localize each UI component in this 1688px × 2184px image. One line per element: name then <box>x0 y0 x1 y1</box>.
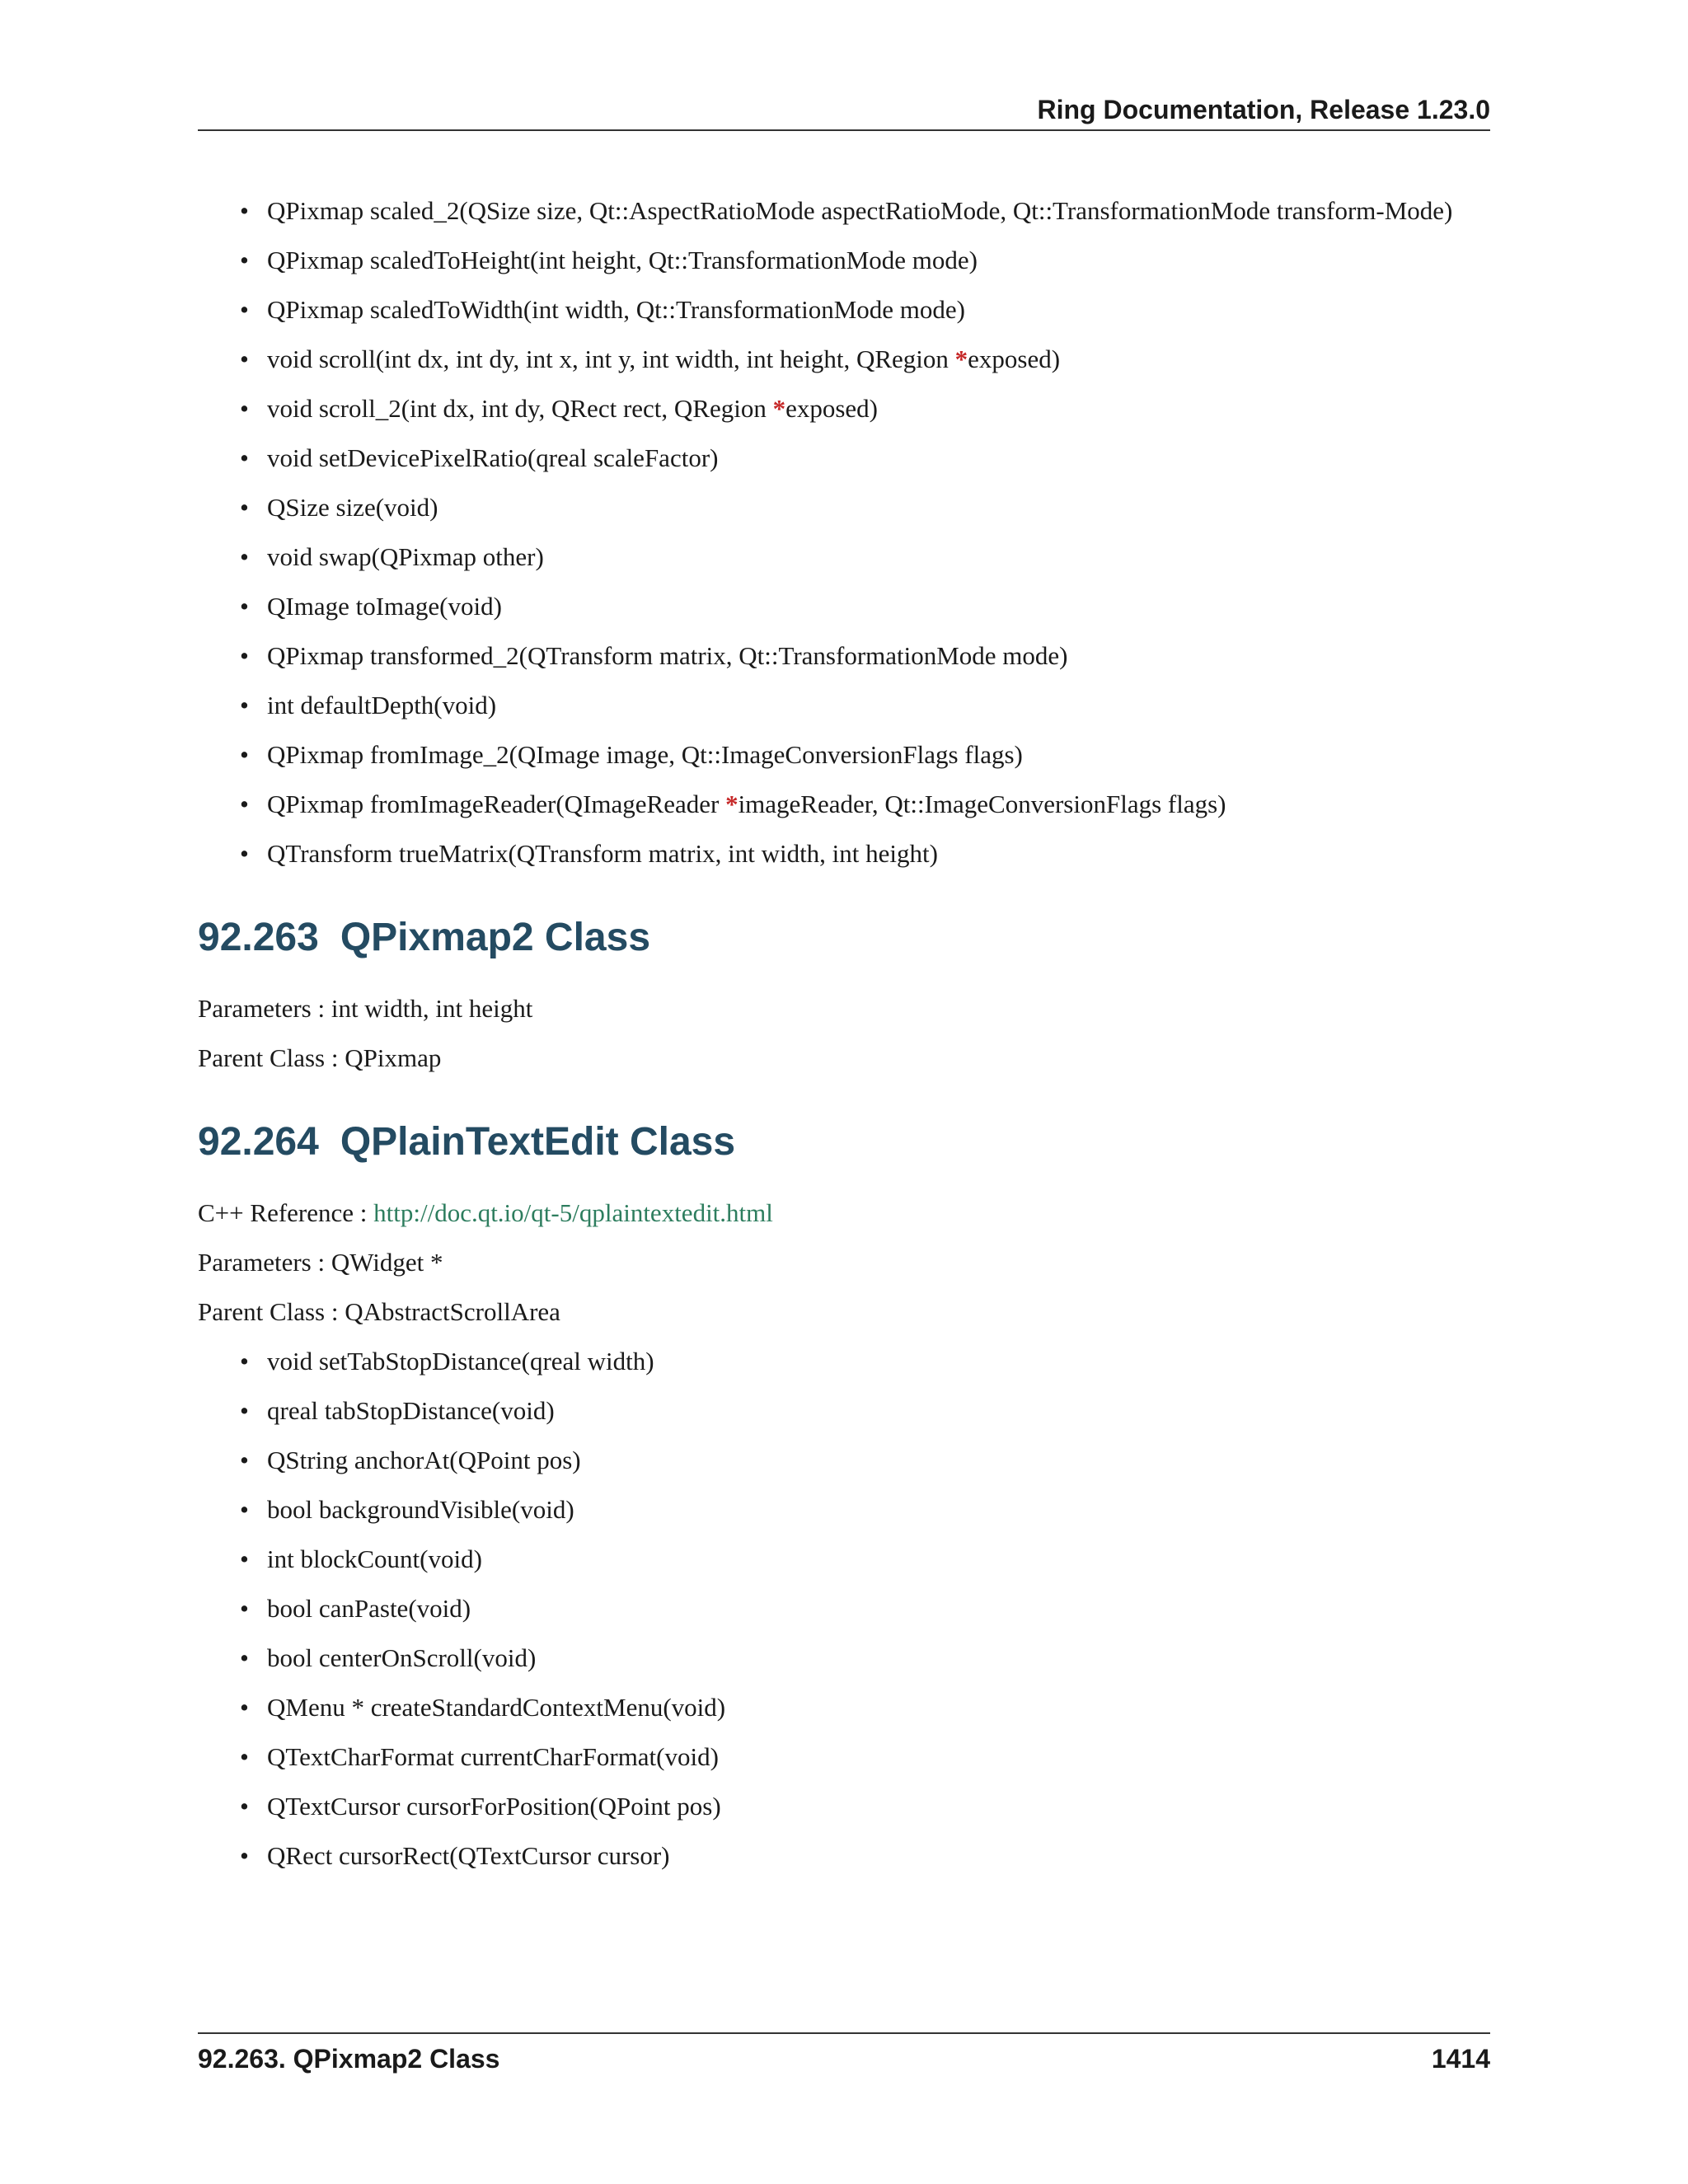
bullet: • <box>240 592 249 621</box>
footer-section-title: 92.263. QPixmap2 Class <box>198 2044 500 2074</box>
parameters-text: Parameters : QWidget * <box>198 1248 443 1277</box>
list-item: • QPixmap scaledToWidth(int width, Qt::TransformationMode mode) <box>267 293 1490 326</box>
list-item: • QImage toImage(void) <box>267 590 1490 623</box>
bullet: • <box>240 196 249 225</box>
section-heading-qplaintextedit: 92.264 QPlainTextEdit Class <box>198 1120 736 1164</box>
bullet: • <box>240 1643 249 1672</box>
bullet: • <box>240 790 249 818</box>
bullet: • <box>240 839 249 868</box>
list-item: • QPixmap scaled_2(QSize size, Qt::AspectRatioMode aspectRatioMode, Qt::TransformationMode transform-Mode) <box>267 194 1490 227</box>
qpixmap-method-list <box>198 194 1490 870</box>
list-item: • QSize size(void) <box>267 491 1490 524</box>
parent-class-text: Parent Class : QAbstractScrollArea <box>198 1297 560 1326</box>
list-item: • QTransform trueMatrix(QTransform matrix, int width, int height) <box>267 837 1490 870</box>
bullet: • <box>240 443 249 472</box>
bullet: • <box>240 246 249 274</box>
cpp-reference: C++ Reference : http://doc.qt.io/qt-5/qplaintextedit.html <box>198 1198 773 1227</box>
pointer-star: * <box>954 344 968 373</box>
bullet: • <box>240 641 249 670</box>
list-item: • int blockCount(void) <box>267 1543 1490 1576</box>
header-rule <box>198 129 1490 131</box>
section-heading-qpixmap2: 92.263 QPixmap2 Class <box>198 916 651 959</box>
bullet: • <box>240 493 249 522</box>
list-item: • void swap(QPixmap other) <box>267 541 1490 574</box>
qplaintextedit-method-list <box>198 1345 1490 1872</box>
list-item: • int defaultDepth(void) <box>267 689 1490 722</box>
running-header: Ring Documentation, Release 1.23.0 <box>1037 95 1490 124</box>
bullet: • <box>240 740 249 769</box>
bullet: • <box>240 1792 249 1821</box>
bullet: • <box>240 691 249 719</box>
bullet: • <box>240 344 249 373</box>
list-item: • void setDevicePixelRatio(qreal scaleFactor) <box>267 442 1490 475</box>
list-item: • QMenu * createStandardContextMenu(void) <box>267 1691 1490 1724</box>
list-item: • QRect cursorRect(QTextCursor cursor) <box>267 1840 1490 1872</box>
list-item: • QPixmap scaledToHeight(int height, Qt::TransformationMode mode) <box>267 244 1490 277</box>
bullet: • <box>240 1742 249 1771</box>
parent-class-text: Parent Class : QPixmap <box>198 1043 442 1072</box>
bullet: • <box>240 1544 249 1573</box>
list-item: • QPixmap fromImageReader(QImageReader *imageReader, Qt::ImageConversionFlags flags) <box>267 788 1490 821</box>
bullet: • <box>240 1841 249 1870</box>
bullet: • <box>240 1693 249 1722</box>
list-item: • bool backgroundVisible(void) <box>267 1493 1490 1526</box>
pointer-star: * <box>725 790 738 818</box>
cpp-reference-link[interactable]: http://doc.qt.io/qt-5/qplaintextedit.html <box>373 1198 773 1227</box>
list-item: • bool canPaste(void) <box>267 1592 1490 1625</box>
list-item: • qreal tabStopDistance(void) <box>267 1394 1490 1427</box>
bullet: • <box>240 394 249 423</box>
pointer-star: * <box>772 394 786 423</box>
bullet: • <box>240 295 249 324</box>
bullet: • <box>240 542 249 571</box>
list-item: • QString anchorAt(QPoint pos) <box>267 1444 1490 1477</box>
bullet: • <box>240 1594 249 1623</box>
bullet: • <box>240 1495 249 1524</box>
running-footer <box>198 2041 1490 2077</box>
page-number: 1414 <box>1431 2044 1490 2074</box>
list-item: • bool centerOnScroll(void) <box>267 1642 1490 1675</box>
list-item: • void scroll(int dx, int dy, int x, int y, int width, int height, QRegion *exposed) <box>267 343 1490 376</box>
list-item: • QPixmap transformed_2(QTransform matrix, Qt::TransformationMode mode) <box>267 640 1490 673</box>
bullet: • <box>240 1347 249 1376</box>
bullet: • <box>240 1396 249 1425</box>
list-item: • QPixmap fromImage_2(QImage image, Qt::ImageConversionFlags flags) <box>267 738 1490 771</box>
footer-rule <box>198 2032 1490 2034</box>
parameters-text: Parameters : int width, int height <box>198 994 533 1023</box>
list-item: • QTextCursor cursorForPosition(QPoint pos) <box>267 1790 1490 1823</box>
page-content <box>198 194 1490 1889</box>
bullet: • <box>240 1446 249 1474</box>
list-item: • void scroll_2(int dx, int dy, QRect rect, QRegion *exposed) <box>267 392 1490 425</box>
list-item: • QTextCharFormat currentCharFormat(void) <box>267 1741 1490 1774</box>
list-item: • void setTabStopDistance(qreal width) <box>267 1345 1490 1378</box>
